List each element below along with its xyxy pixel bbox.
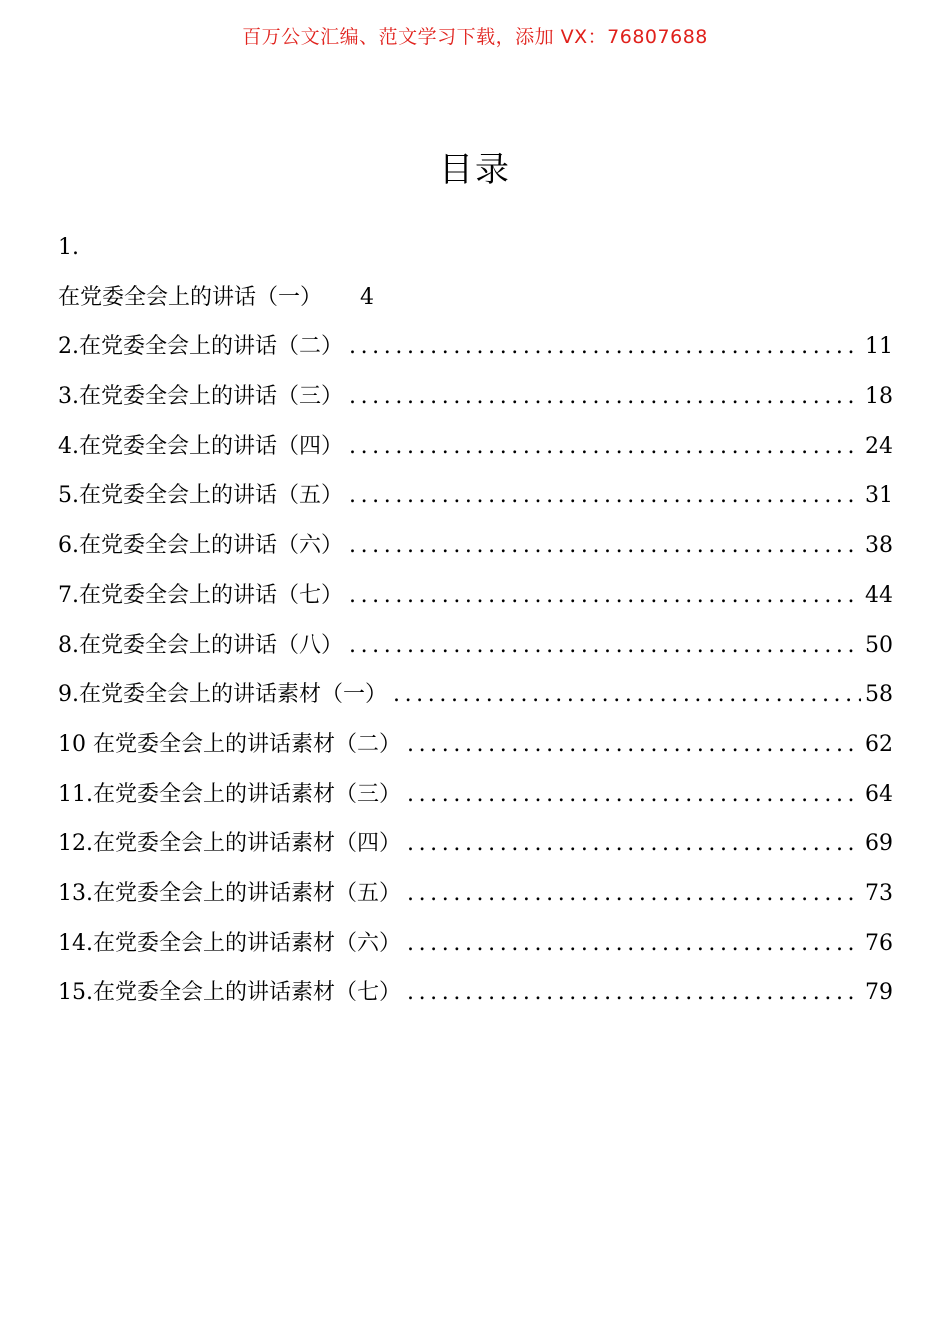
toc-entry-page: 58 <box>865 682 893 708</box>
toc-entry-label: 12.在党委全会上的讲话素材（四） <box>58 831 401 857</box>
toc-entry-page: 76 <box>865 930 893 956</box>
toc-entry-number: 1. <box>58 235 79 260</box>
toc-entry-6[interactable] <box>58 521 893 571</box>
toc-entry-14[interactable] <box>58 919 893 969</box>
toc-entry-4[interactable] <box>58 422 893 472</box>
toc-entry-page: 24 <box>865 433 893 459</box>
toc-entry-page: 62 <box>865 731 893 757</box>
toc-entry-1[interactable] <box>58 273 893 323</box>
toc-dot-leader <box>349 621 861 671</box>
toc-entry-label: 4.在党委全会上的讲话（四） <box>58 433 343 459</box>
toc-entry-label: 10 在党委全会上的讲话素材（二） <box>58 731 401 757</box>
toc-entry-15[interactable] <box>58 968 893 1018</box>
toc-dot-leader <box>349 571 861 621</box>
toc-entry-page: 4 <box>360 284 375 310</box>
toc-entry-label: 在党委全会上的讲话（一） <box>58 284 323 310</box>
toc-entry-12[interactable] <box>58 819 893 869</box>
table-of-contents <box>58 223 893 1018</box>
toc-dot-leader <box>349 372 861 422</box>
toc-entry-label: 8.在党委全会上的讲话（八） <box>58 632 343 658</box>
toc-entry-10[interactable] <box>58 720 893 770</box>
toc-dot-leader <box>349 322 861 372</box>
toc-entry-label: 15.在党委全会上的讲话素材（七） <box>58 980 401 1006</box>
toc-entry-page: 31 <box>865 483 893 509</box>
page-title: 目录 <box>439 150 511 190</box>
toc-entry-8[interactable] <box>58 621 893 671</box>
toc-dot-leader <box>407 919 861 969</box>
toc-entry-9[interactable] <box>58 670 893 720</box>
toc-entry-page: 69 <box>865 831 893 857</box>
toc-entry-label: 6.在党委全会上的讲话（六） <box>58 533 343 559</box>
toc-entry-5[interactable] <box>58 471 893 521</box>
toc-dot-leader <box>349 521 861 571</box>
toc-dot-leader <box>407 869 861 919</box>
toc-entry-page: 50 <box>865 632 893 658</box>
toc-entry-2[interactable] <box>58 322 893 372</box>
toc-dot-leader <box>407 720 861 770</box>
toc-entry-label: 13.在党委全会上的讲话素材（五） <box>58 880 401 906</box>
toc-entry-page: 64 <box>865 781 893 807</box>
toc-dot-leader <box>407 770 861 820</box>
toc-entry-7[interactable] <box>58 571 893 621</box>
toc-entry-page: 38 <box>865 533 893 559</box>
toc-entry-list <box>58 322 893 1018</box>
toc-entry-label: 14.在党委全会上的讲话素材（六） <box>58 930 401 956</box>
toc-entry-label: 2.在党委全会上的讲话（二） <box>58 334 343 360</box>
toc-entry-1-number[interactable] <box>58 223 893 273</box>
header-banner: 百万公文汇编、范文学习下载，添加 VX：76807688 <box>242 26 708 48</box>
toc-dot-leader <box>349 471 861 521</box>
toc-entry-label: 9.在党委全会上的讲话素材（一） <box>58 682 387 708</box>
toc-entry-label: 3.在党委全会上的讲话（三） <box>58 384 343 410</box>
toc-dot-leader <box>407 968 861 1018</box>
toc-entry-page: 79 <box>865 980 893 1006</box>
toc-dot-leader <box>407 819 861 869</box>
toc-entry-label: 5.在党委全会上的讲话（五） <box>58 483 343 509</box>
toc-entry-label: 11.在党委全会上的讲话素材（三） <box>58 781 401 807</box>
toc-dot-leader <box>349 422 861 472</box>
toc-entry-page: 18 <box>865 384 893 410</box>
toc-entry-13[interactable] <box>58 869 893 919</box>
toc-entry-label: 7.在党委全会上的讲话（七） <box>58 582 343 608</box>
toc-entry-11[interactable] <box>58 770 893 820</box>
toc-entry-page: 73 <box>865 880 893 906</box>
toc-entry-page: 11 <box>865 334 893 360</box>
toc-entry-3[interactable] <box>58 372 893 422</box>
toc-dot-leader <box>393 670 861 720</box>
toc-entry-page: 44 <box>865 582 893 608</box>
